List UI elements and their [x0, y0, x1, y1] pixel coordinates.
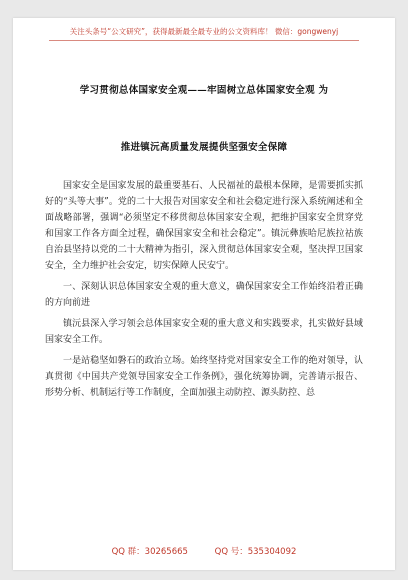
footer-qq-group: QQ 群：30265665: [111, 547, 188, 557]
header-banner: 关注头条号“公文研究”，获得最新最全最专业的公文资料库！ 微信：gongwenyj: [69, 27, 339, 36]
header-divider: [49, 40, 359, 41]
document-body: [45, 178, 363, 406]
footer: [13, 545, 395, 557]
paragraph-intro: 国家安全是国家发展的最重要基石、人民福祉的最根本保障，是需要抓实抓好的“头等大事”。党的二十大报告对国家安全和社会稳定进行深入系统阐述和全面战略部署，强调“必须坚定不移贯彻总体国家安全观，把维护国家安全贯穿党和国家工作各方面全过程，确保国家安全和社会稳定”。镇沅彝族哈尼族拉祜族自治县坚持以党的二十大精神为指引，深入贯彻总体国家安全观，坚决捍卫国家安全，全力维护社会安定，切实保障人民安宁。: [45, 181, 363, 271]
paragraph-section-intro: 镇沅县深入学习领会总体国家安全观的重大意义和实践要求，扎实做好县域国家安全工作。: [45, 319, 363, 345]
document-title-line-1: 学习贯彻总体国家安全观——牢固树立总体国家安全观 为: [79, 85, 329, 96]
paragraph-point-one: 一是站稳坚如磐石的政治立场。始终坚持党对国家安全工作的绝对领导，认真贯彻《中国共产党领导国家安全工作条例》，强化统筹协调，完善请示报告、形势分析、机制运行等工作制度，全面加强主动防控、源头防控、总: [45, 356, 363, 398]
document-page: [13, 18, 395, 570]
document-title-line-2: 推进镇沅高质量发展提供坚强安全保障: [120, 142, 288, 153]
paragraph-section-heading: 一、深刻认识总体国家安全观的重大意义，确保国家安全工作始终沿着正确的方向前进: [45, 282, 363, 308]
footer-qq-number: QQ 号：535304092: [214, 547, 297, 557]
